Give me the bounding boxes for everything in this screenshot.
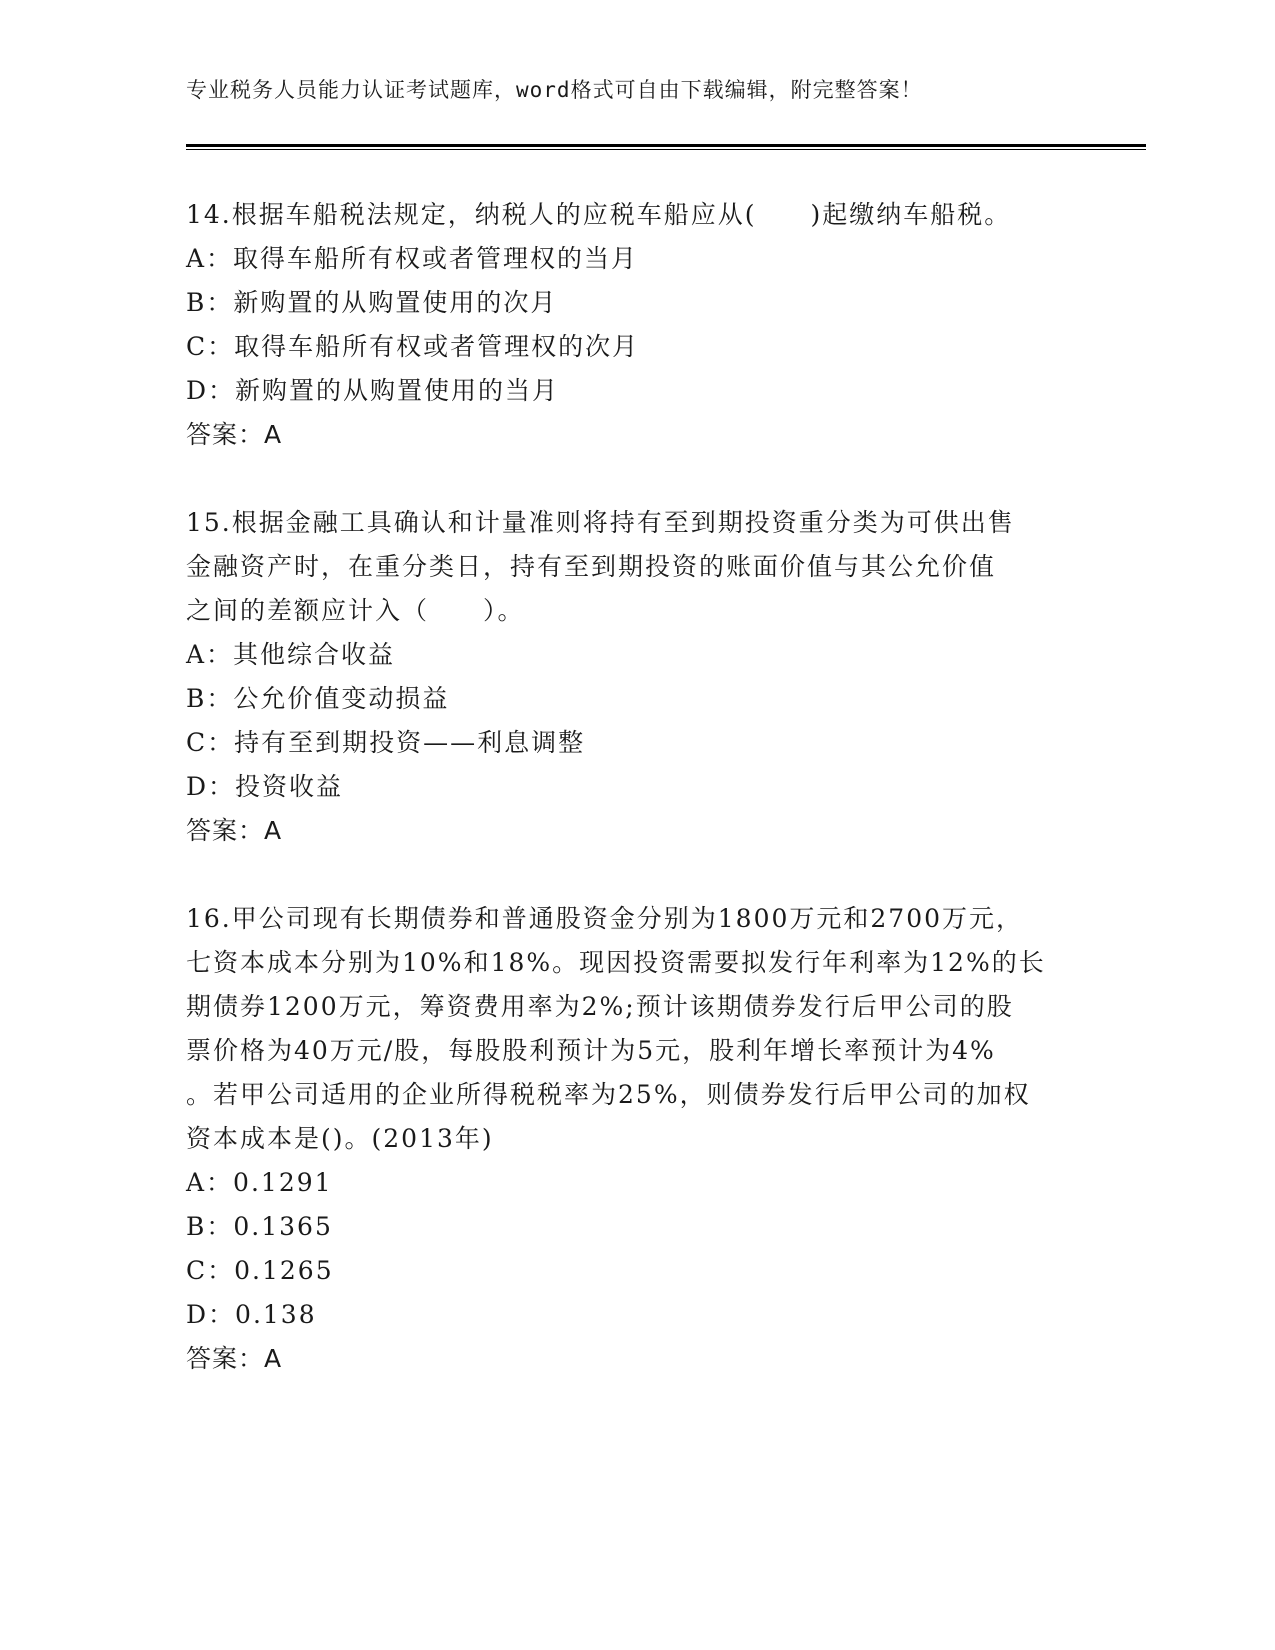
- q14-option-d: D：新购置的从购置使用的当月: [186, 376, 560, 405]
- q14-option-b: B：新购置的从购置使用的次月: [186, 288, 558, 317]
- q15-answer: 答案：A: [186, 816, 283, 845]
- q15-stem-line-2: 金融资产时，在重分类日，持有至到期投资的账面价值与其公允价值: [186, 552, 997, 581]
- q15-option-b: B：公允价值变动损益: [186, 684, 450, 713]
- q16-stem-line-6: 资本成本是()。(2013年): [186, 1124, 494, 1153]
- page-header: 专业税务人员能力认证考试题库，word格式可自由下载编辑，附完整答案！: [186, 78, 923, 102]
- q15-option-c: C：持有至到期投资——利息调整: [186, 728, 586, 757]
- q16-option-d: D：0.138: [186, 1300, 317, 1329]
- q16-stem-line-2: 七资本成本分别为10%和18%。现因投资需要拟发行年利率为12%的长: [186, 948, 1046, 977]
- q14-option-a: A：取得车船所有权或者管理权的当月: [186, 244, 639, 273]
- q14-stem-line-1: 14.根据车船税法规定，纳税人的应税车船应从( )起缴纳车船税。: [186, 200, 1012, 229]
- q16-stem-line-3: 期债券1200万元，筹资费用率为2%;预计该期债券发行后甲公司的股: [186, 992, 1014, 1021]
- header-rule-thick: [186, 144, 1146, 147]
- q16-option-b: B：0.1365: [186, 1212, 333, 1241]
- q15-option-d: D：投资收益: [186, 772, 344, 801]
- q16-stem-line-4: 票价格为40万元/股，每股股利预计为5元，股利年增长率预计为4%: [186, 1036, 996, 1065]
- q15-stem-line-1: 15.根据金融工具确认和计量准则将持有至到期投资重分类为可供出售: [186, 508, 1015, 537]
- q14-option-c: C：取得车船所有权或者管理权的次月: [186, 332, 640, 361]
- q15-stem-line-3: 之间的差额应计入（ ）。: [186, 596, 525, 625]
- q16-option-c: C：0.1265: [186, 1256, 334, 1285]
- q16-stem-line-5: 。若甲公司适用的企业所得税税率为25%，则债券发行后甲公司的加权: [186, 1080, 1031, 1109]
- q16-option-a: A：0.1291: [186, 1168, 333, 1197]
- q16-stem-line-1: 16.甲公司现有长期债券和普通股资金分别为1800万元和2700万元，: [186, 904, 1024, 933]
- q14-answer: 答案：A: [186, 420, 283, 449]
- q16-answer: 答案：A: [186, 1344, 283, 1373]
- q15-option-a: A：其他综合收益: [186, 640, 396, 669]
- header-rule-thin: [186, 149, 1146, 150]
